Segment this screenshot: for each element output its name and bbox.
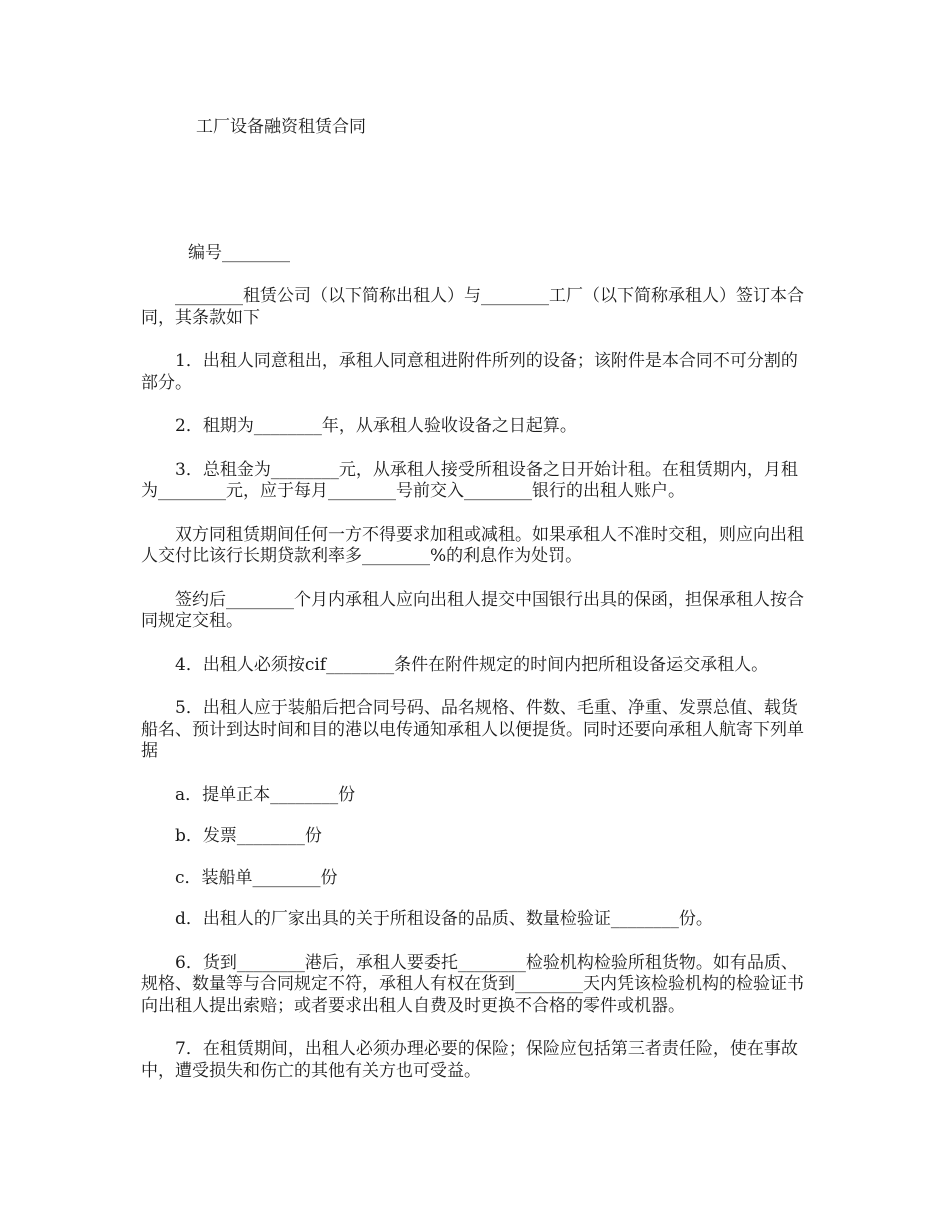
clause-3-penalty: 双方同租赁期间任何一方不得要求加租或减租。如果承租人不准时交租，则应向出租人交付比该行长期贷款利率多________%的利息作为处罚。: [141, 524, 804, 566]
document-item-a: a．提单正本________份: [175, 784, 356, 805]
clause-6: 6．货到________港后，承租人要委托________检验机构检验所租货物。如有品质、规格、数量等与合同规定不符，承租人有权在货到________天内凭该检验机构的检验证书向出租人提出索赔；或者要求出租人自费及时更换不合格的零件或机器。: [141, 952, 804, 1016]
clause-7: 7．在租赁期间，出租人必须办理必要的保险；保险应包括第三者责任险，使在事故中，遭受损失和伤亡的其他有关方也可受益。: [141, 1039, 798, 1081]
preamble-paragraph: ________租赁公司（以下简称出租人）与________工厂（以下简称承租人）签订本合同，其条款如下: [141, 286, 804, 328]
document-item-c: c．装船单________份: [175, 867, 338, 888]
contract-number: 编号________: [188, 243, 290, 263]
clause-3: 3．总租金为________元，从承租人接受所租设备之日开始计租。在租赁期内，月租为________元，应于每月________号前交入________银行的出租人账户。: [141, 459, 798, 501]
document-body: [141, 286, 813, 1104]
clause-2: 2．租期为________年，从承租人验收设备之日起算。: [175, 416, 577, 436]
document-item-b: b．发票________份: [175, 826, 322, 846]
document-title: 工厂设备融资租赁合同: [196, 117, 366, 137]
clause-1: 1．出租人同意租出，承租人同意租进附件所列的设备；该附件是本合同不可分割的部分。: [141, 351, 798, 393]
clause-4: 4．出租人必须按cif________条件在附件规定的时间内把所租设备运交承租人。: [175, 654, 769, 675]
clause-3-guarantee: 签约后________个月内承租人应向出租人提交中国银行出具的保函，担保承租人按合同规定交租。: [141, 589, 804, 631]
clause-5: 5．出租人应于装船后把合同号码、品名规格、件数、毛重、净重、发票总值、载货船名、预计到达时间和目的港以电传通知承租人以便提货。同时还要向承租人航寄下列单据: [141, 698, 804, 761]
document-item-d: d．出租人的厂家出具的关于所租设备的品质、数量检验证________份。: [175, 909, 713, 929]
